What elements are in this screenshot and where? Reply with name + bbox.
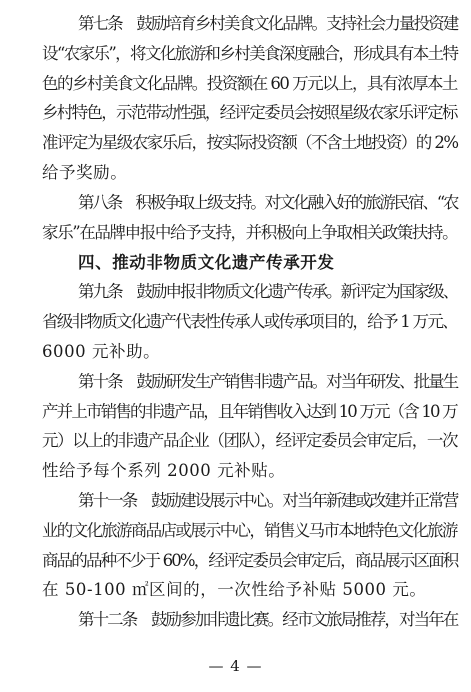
text-line: 家乐”在品牌申报中给予支持，并积极向上争取相关政策扶持。 (42, 222, 458, 242)
text-line: 第八条 积极争取上级支持。对文化融入好的旅游民宿、“农 (78, 192, 458, 212)
text-line: 第十二条 鼓励参加非遗比赛。经市文旅局推荐，对当年在 (78, 610, 458, 630)
text-line: 元）以上的非遗产品企业（团队），经评定委员会审定后，一次 (42, 431, 458, 451)
text-line: 设“农家乐”，将文化旅游和乡村美食深度融合，形成具有本土特 (42, 43, 458, 63)
text-line: 产并上市销售的非遗产品，且年销售收入达到 10 万元（含 10 万 (42, 401, 457, 421)
text-line: 商品的品种不少于 60%，经评定委员会审定后，商品展示区面积 (42, 550, 458, 570)
text-line: 第九条 鼓励申报非物质文化遗产传承。新评定为国家级、 (78, 282, 458, 302)
text-line: 省级非物质文化遗产代表性传承人或传承项目的，给予 1 万元、 (42, 312, 457, 332)
text-line: 给予奖励。 (42, 163, 128, 182)
text-line: 性给予每个系列 2000 元补贴。 (42, 461, 286, 481)
text-line: 在 50-100 ㎡区间的，一次性给予补贴 5000 元。 (42, 580, 427, 600)
text-line: 业的文化旅游商品店或展示中心，销售义马市本地特色文化旅游 (42, 520, 457, 540)
section-heading: 四、推动非物质文化遗产传承开发 (78, 252, 335, 272)
text-line: 6000 元补助。 (42, 341, 161, 361)
text-line: 第十条 鼓励研发生产销售非遗产品。对当年研发、批量生 (78, 371, 458, 391)
page-number: — 4 — (208, 657, 263, 675)
text-line: 色的乡村美食文化品牌。投资额在 60 万元以上，具有浓厚本土 (42, 73, 457, 93)
text-line: 第七条 鼓励培育乡村美食文化品牌。支持社会力量投资建 (78, 14, 458, 33)
text-line: 第十一条 鼓励建设展示中心。对当年新建或改建并正常营 (78, 491, 458, 510)
text-line: 乡村特色，示范带动性强，经评定委员会按照星级农家乐评定标 (42, 103, 457, 123)
text-line: 准评定为星级农家乐后，按实际投资额（不含土地投资）的 2% (42, 133, 458, 153)
